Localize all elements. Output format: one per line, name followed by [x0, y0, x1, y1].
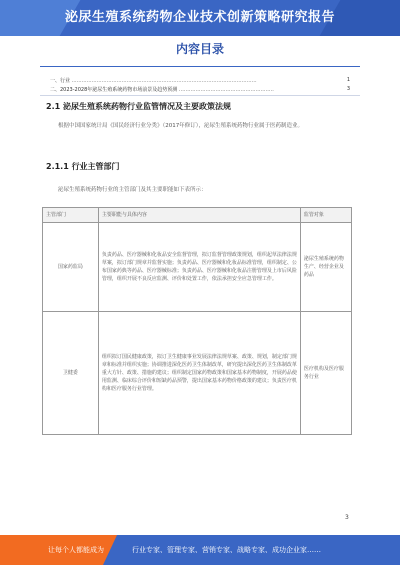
- table-row: [43, 312, 352, 435]
- report-title: 泌尿生殖系统药物企业技术创新策略研究报告: [64, 10, 335, 25]
- regulators-table: [42, 207, 352, 435]
- body-paragraph: 根据中国国家统计局《国民经济行业分类》（2017年修订），泌尿生殖系统药物行业属于医药制造业。: [58, 123, 304, 129]
- cell-target: 泌尿生殖系统药物生产、经营企业及药品: [300, 223, 351, 312]
- toc-entry[interactable]: [50, 77, 350, 84]
- toc-bottom-divider: [40, 95, 360, 96]
- table-row: [43, 223, 352, 312]
- toc-entry-label: 一、行业: [50, 78, 71, 84]
- toc-leader-dots: …………………………………………………: [178, 87, 274, 93]
- section-heading: 2.1 泌尿生殖系统药物行业监管情况及主要政策法规: [46, 102, 231, 111]
- toc-entry[interactable]: [50, 86, 350, 93]
- toc-divider: [40, 66, 360, 67]
- toc-title: 内容目录: [175, 42, 224, 56]
- table-intro: 泌尿生殖系统药物行业的主管部门及其主要职能如下表所示：: [58, 187, 207, 193]
- cell-dept: 国家药监局: [43, 223, 99, 312]
- footer-slogan-left: 让每个人都能成为: [48, 546, 104, 554]
- page-footer: [0, 535, 400, 565]
- table-header-row: [43, 208, 352, 223]
- header-dept: 主管部门: [43, 208, 99, 223]
- toc-entry-page: 1: [346, 77, 350, 83]
- cell-duties: 负责药品、医疗器械和化妆品安全监督管理，拟订监督管理政策规划，组织起草法律法规草案，拟订部门规章并监督实施；负责药品、医疗器械和化妆品标准管理，组织制定、公布国家药典等药品、医疗器械标准；负责药品、医疗器械和化妆品注册管理及上市后风险管理，组织开展不良反应监测、评价和处置工作，依法承担安全应急管理工作。: [98, 223, 300, 312]
- page-header: [0, 0, 400, 36]
- page-number: 3: [345, 514, 349, 521]
- footer-slogan-right: 行业专家、管理专家、营销专家、战略专家、成功企业家……: [132, 546, 321, 554]
- cell-dept: 卫健委: [43, 312, 99, 435]
- cell-target: 医疗机构及医疗服务行业: [300, 312, 351, 435]
- subsection-heading: 2.1.1 行业主管部门: [46, 162, 120, 171]
- toc-entry-page: 3: [346, 86, 350, 92]
- toc-leader-dots: …………………………………………………………………………………………………: [71, 78, 257, 84]
- cell-duties: 组织拟订国民健康政策，拟订卫生健康事业发展法律法规草案、政策、规划，制定部门规章和标准并组织实施；协调推进深化医药卫生体制改革，研究提出深化医药卫生体制改革重大方针、政策、措施的建议；组织制定国家药物政策和国家基本药物制度，开展药品使用监测、临床综合评价和短缺药品预警，提出国家基本药物价格政策的建议；负责医疗机构和医疗服务行业管理。: [98, 312, 300, 435]
- header-target: 监管对象: [300, 208, 351, 223]
- toc-entry-label: 二、2023-2028年泌尿生殖系统药物市场前景及趋势预测: [50, 87, 178, 93]
- header-duties: 主要职能与具体内容: [98, 208, 300, 223]
